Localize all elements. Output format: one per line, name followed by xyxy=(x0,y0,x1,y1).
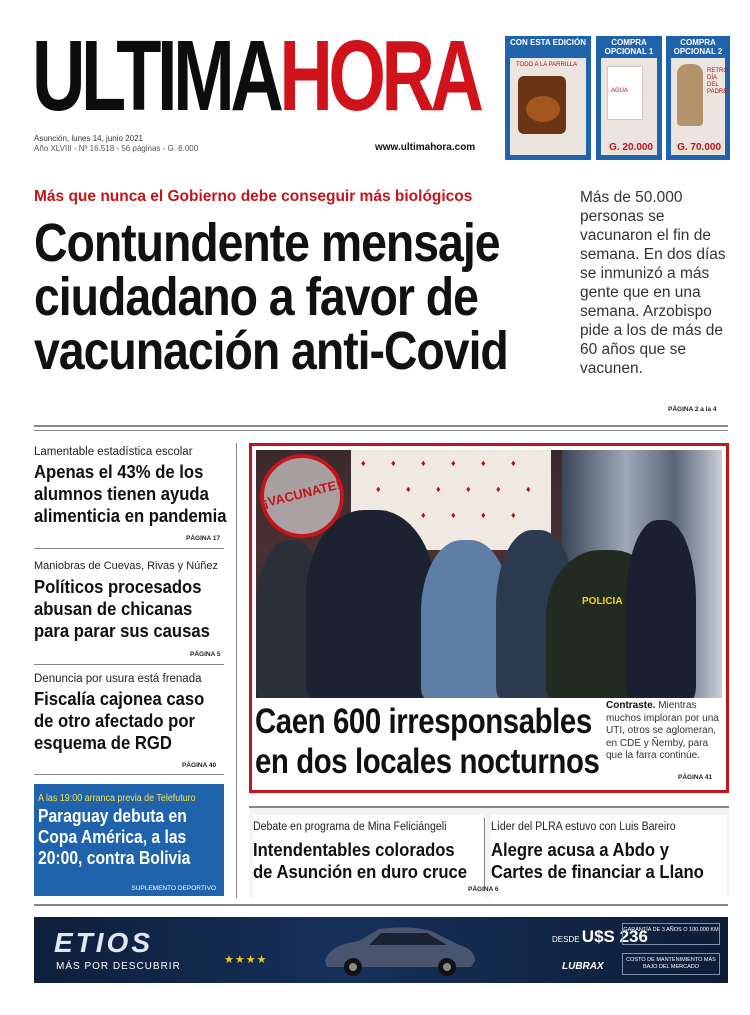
headline-line: Fiscalía cajonea caso xyxy=(34,688,205,709)
news-photo[interactable] xyxy=(256,450,722,698)
headline-line: Copa América, a las xyxy=(38,827,187,847)
price-prefix: DESDE xyxy=(552,935,580,944)
page-ref: PÁGINA 2 a la 4 xyxy=(668,406,717,413)
headline-line: Intendentables colorados xyxy=(253,839,455,860)
website-link[interactable]: www.ultimahora.com xyxy=(375,142,476,153)
sports-footer: SUPLEMENTO DEPORTIVO xyxy=(131,885,216,892)
brief-kicker: Lamentable estadística escolar xyxy=(34,446,193,458)
warranty-badge: GARANTÍA DE 3 AÑOS O 100.000 KM xyxy=(622,923,720,945)
divider xyxy=(34,430,728,431)
politics-kicker: Líder del PLRA estuvo con Luis Bareiro xyxy=(491,821,676,833)
brief-kicker: Maniobras de Cuevas, Rivas y Núñez xyxy=(34,560,219,572)
page-ref: PÁGINA 41 xyxy=(678,774,713,781)
promo-title: COMPRA OPCIONAL 1 xyxy=(604,38,654,56)
headline-line: Apenas el 43% de los xyxy=(34,461,204,482)
column-divider xyxy=(484,818,485,888)
promo-image xyxy=(510,58,586,155)
brief-headline xyxy=(34,688,204,754)
promo-text: TODO A LA PARRILLA xyxy=(516,62,578,68)
headline-line: esquema de RGD xyxy=(34,732,172,753)
headline-line: ciudadano a favor de xyxy=(34,267,478,327)
headline-line: Cartes de financiar a Llano xyxy=(491,861,704,882)
top-story-headline[interactable] xyxy=(34,213,508,381)
price-value: U$S 236 xyxy=(581,927,648,946)
promo-text: AGUA xyxy=(611,88,629,94)
divider xyxy=(34,904,728,906)
caption-text: Mientras muchos imploran por una UTI, otros se aglomeran, en CDE y Ñemby, para que la farra continúe. xyxy=(606,700,719,761)
politics-kicker: Debate en programa de Mina Feliciángeli xyxy=(253,821,447,833)
photo-story-headline[interactable] xyxy=(255,702,599,782)
headline-line: Caen 600 irresponsables xyxy=(255,702,592,741)
headline-line: 20:00, contra Bolivia xyxy=(38,848,191,868)
divider xyxy=(34,774,224,775)
etios-advertisement[interactable] xyxy=(34,917,728,983)
grill-food-icon xyxy=(518,76,566,134)
top-story-kicker: Más que nunca el Gobierno debe conseguir más biológicos xyxy=(34,188,473,205)
promo-price: G. 20.000 xyxy=(606,141,656,154)
politics-headline xyxy=(491,839,704,883)
sports-headline xyxy=(38,806,190,869)
promo-compra-opcional-1[interactable] xyxy=(596,36,662,160)
sports-kicker: A las 19:00 arranca previa de Telefuturo xyxy=(38,792,196,804)
politics-headline xyxy=(253,839,467,883)
ad-tagline: MÁS POR DESCUBRIR xyxy=(56,961,181,972)
photo-caption xyxy=(606,700,721,763)
officer-figure xyxy=(306,510,436,698)
headline-line: para parar sus causas xyxy=(34,620,210,641)
promo-title: CON ESTA EDICIÓN xyxy=(509,38,586,47)
officer-figure xyxy=(626,520,696,698)
brief-headline xyxy=(34,461,226,527)
police-vest-label: POLICIA xyxy=(582,596,623,607)
maintenance-badge: COSTO DE MANTENIMIENTO MÁS BAJO DEL MERCADO xyxy=(622,953,720,975)
brief-kicker: Denuncia por usura está frenada xyxy=(34,673,202,685)
caption-lead: Contraste. xyxy=(606,700,656,711)
rating-stars: ★★★★ xyxy=(224,954,268,966)
headline-line: Paraguay debuta en xyxy=(38,806,187,826)
headline-line: de otro afectado por xyxy=(34,710,195,731)
top-story-summary: Más de 50.000 personas se vacunaron el fin de semana. En dos días se inmunizó a más gente que en una semana. Arzobispo pide a los de más de 60 años que se vacunen. xyxy=(580,189,726,377)
headline-line: abusan de chicanas xyxy=(34,598,193,619)
headline-line: de Asunción en duro cruce xyxy=(253,861,468,882)
page-ref: PÁGINA 6 xyxy=(468,886,499,893)
lubrax-logo: LUBRAX xyxy=(562,961,604,972)
headline-line: Políticos procesados xyxy=(34,576,202,597)
edition-info: Año XLVIII - Nº 16.518 - 56 páginas - G. 6.000 xyxy=(34,144,199,153)
divider xyxy=(34,548,224,549)
headline-line: alimenticia en pandemia xyxy=(34,505,227,526)
page-ref: PÁGINA 17 xyxy=(186,535,221,542)
headline-line: Contundente mensaje xyxy=(34,213,500,273)
promo-con-esta-edicion[interactable] xyxy=(505,36,591,160)
logo-hora: HORA xyxy=(279,20,480,132)
stamp-text: ¡VACUNATE! xyxy=(261,476,343,511)
sports-box[interactable] xyxy=(34,784,224,896)
logo-ultima: ULTIMA xyxy=(32,20,280,132)
headline-line: alumnos tienen ayuda xyxy=(34,483,209,504)
politics-story-1[interactable] xyxy=(253,815,483,899)
promo-title: COMPRA OPCIONAL 2 xyxy=(673,38,723,56)
vacunate-stamp xyxy=(260,454,344,538)
divider xyxy=(34,664,224,665)
promo-compra-opcional-2[interactable] xyxy=(666,36,730,160)
headline-line: Alegre acusa a Abdo y xyxy=(491,839,669,860)
divider xyxy=(249,806,729,808)
page-ref: PÁGINA 5 xyxy=(190,651,221,658)
promo-text: RETRO DÍA DEL PADRE xyxy=(707,68,728,95)
headline-line: en dos locales nocturnos xyxy=(255,742,600,781)
page-ref: PÁGINA 40 xyxy=(182,762,217,769)
ad-brand: ETIOS xyxy=(54,927,154,958)
car-icon xyxy=(319,923,479,977)
thermos-icon xyxy=(677,64,703,126)
newspaper-logo[interactable] xyxy=(32,20,480,132)
headline-line: vacunación anti-Covid xyxy=(34,321,508,381)
brief-headline xyxy=(34,576,210,642)
divider xyxy=(34,425,728,427)
column-divider xyxy=(236,443,237,898)
edition-date: Asunción, lunes 14, junio 2021 xyxy=(34,134,143,143)
backdrop-wall: ♦ ♦ ♦ ♦ ♦ ♦ ♦ ♦ ♦ ♦ ♦ ♦ ♦ ♦ ♦ ♦ xyxy=(351,450,551,550)
politics-story-2[interactable] xyxy=(491,815,727,899)
promo-price: G. 70.000 xyxy=(674,141,724,154)
